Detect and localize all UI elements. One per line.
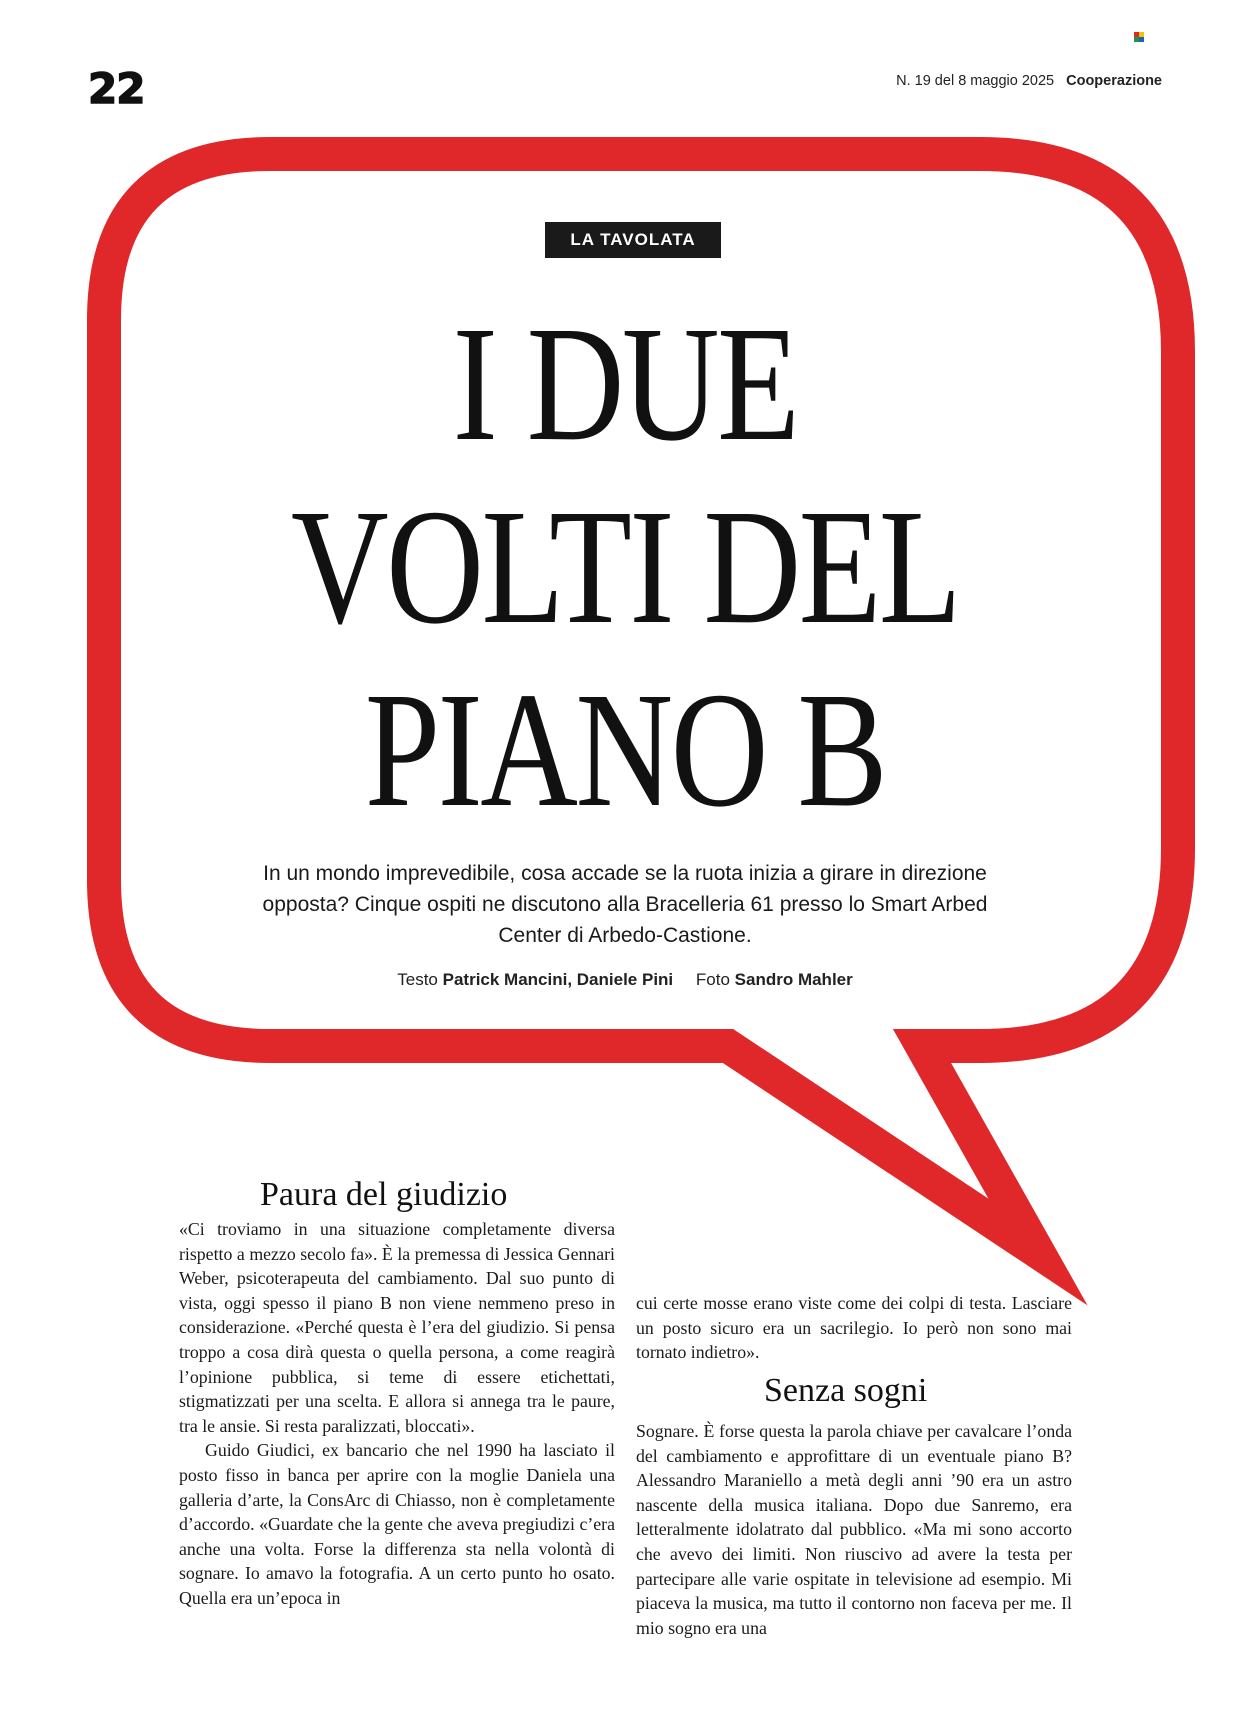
body-column-right [636, 1291, 1072, 1383]
headline-line-3: PIANO B [364, 658, 886, 841]
section-heading-paura: Paura del giudizio [260, 1176, 508, 1213]
headline-line-2: VOLTI DEL [290, 475, 960, 658]
paragraph: «Ci troviamo in una situazione completamente diversa rispetto a mezzo secolo fa». È la premessa di Jessica Gennari Weber, psicoterapeuta del cambiamento. Dal suo punto di vista, oggi spesso il piano B non viene nemmeno preso in considerazione. «Perché questa è l’era del giudizio. Si pensa troppo a cosa dirà questa o quella persona, a come reagirà l’opinione pubblica, si teme di essere etichettati, stigmatizzati per una scelta. E allora si annega tra le paure, tra le ansie. Si resta paralizzati, bloccati». [179, 1219, 615, 1436]
issue-date: N. 19 del 8 maggio 2025 [896, 73, 1055, 89]
article-subtitle: In un mondo imprevedibile, cosa accade se la ruota inizia a girare in direzione opposta? Cinque ospiti ne discutono alla Bracelleria 61 presso lo Smart Arbed Center di Arbedo-Castione. [262, 862, 988, 947]
paragraph: cui certe mosse erano viste come dei colpi di testa. Lasciare un posto sicuro era un sacrilegio. Io però non sono mai tornato indietro». [636, 1293, 1072, 1363]
page-number: 22 [88, 64, 145, 113]
paragraph: Sognare. È forse questa la parola chiave per cavalcare l’onda del cambiamento e approfittare di un eventuale piano B? Alessandro Maraniello a metà degli anni ’90 era un astro nascente della musica italiana. Dopo due Sanremo, era letteralmente idolatrato dal pubblico. «Ma mi sono accorto che avevo dei limiti. Non riuscivo ad avere la testa per partecipare alle varie ospitate in televisione ad esempio. Mi piaceva la musica, ma tutto il contorno non faceva per me. Il mio sogno era una [636, 1421, 1072, 1638]
headline [195, 292, 1056, 841]
headline-line-1: I DUE [452, 292, 798, 475]
photo-credit-label: Foto [695, 970, 730, 989]
section-kicker: LA TAVOLATA [545, 222, 721, 258]
body-column-left [179, 1217, 615, 1611]
body-column-right-section2 [636, 1419, 1072, 1640]
magazine-name: Cooperazione [1066, 73, 1162, 89]
section-heading-senza-sogni: Senza sogni [764, 1372, 928, 1409]
paragraph: Guido Giudici, ex bancario che nel 1990 ha lasciato il posto fisso in banca per aprire con la moglie Daniela una galleria d’arte, la ConsArc di Chiasso, non è completamente d’accordo. «Guardate che la gente che aveva pregiudizi c’era anche una volta. Forse la differenza sta nella volontà di sognare. Io amavo la fotografia. A un certo punto ho osato. Quella era un’epoca in [179, 1440, 615, 1608]
credits-line [240, 970, 1010, 990]
text-credit-label: Testo [397, 970, 438, 989]
photo-credit-author: Sandro Mahler [734, 970, 853, 989]
text-credit-authors: Patrick Mancini, Daniele Pini [442, 970, 674, 989]
